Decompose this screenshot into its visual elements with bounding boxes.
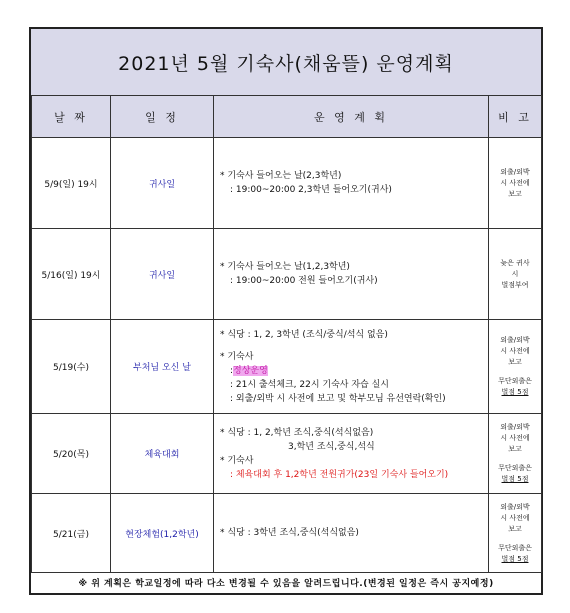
- header-row: [32, 96, 542, 138]
- plan-cell: [214, 414, 489, 494]
- note-line: 외출/외박: [500, 423, 530, 431]
- note-cell: [489, 229, 542, 320]
- note-line: 외출/외박: [500, 502, 530, 511]
- table-row: [32, 494, 542, 573]
- note-cell: [489, 414, 542, 494]
- plan-line: : 체육대회 후 1,2학년 전원귀가(23일 기숙사 들어오기): [230, 469, 449, 480]
- note-line: 벌점부여: [501, 280, 529, 289]
- plan-cell: [214, 229, 489, 320]
- note-line: 무단외출은: [498, 464, 532, 472]
- plan-line: * 식당 : 1, 2,학년 조식,중식(석식없음): [220, 427, 374, 438]
- note-line: 벌점 5점: [501, 475, 529, 483]
- highlight-normal-operation: 정상운영: [233, 365, 268, 376]
- note-line: 외출/외박: [500, 336, 530, 344]
- header-date: 날 짜: [32, 96, 111, 138]
- date-cell: 5/9(일) 19시: [32, 138, 111, 229]
- plan-line: * 기숙사: [220, 455, 254, 466]
- table-row: [32, 414, 542, 494]
- note-cell: [489, 494, 542, 573]
- note-line: 벌점 5점: [501, 388, 529, 396]
- date-cell: 5/21(금): [32, 494, 111, 573]
- note-cell: [489, 138, 542, 229]
- note-cell: [489, 320, 542, 414]
- header-note: 비 고: [489, 96, 542, 138]
- schedule-cell: 현장체험(1,2학년): [111, 494, 214, 573]
- table-row: [32, 320, 542, 414]
- note-line: 보고: [508, 445, 522, 453]
- date-cell: 5/20(목): [32, 414, 111, 494]
- plan-cell: [214, 494, 489, 573]
- schedule-cell: 부처님 오신 날: [111, 320, 214, 414]
- date-cell: 5/16(일) 19시: [32, 229, 111, 320]
- note-line: 무단외출은: [498, 543, 532, 552]
- note-line: 보고: [508, 524, 522, 533]
- plan-line: : 21시 출석체크, 22시 기숙사 자습 실시: [230, 379, 389, 390]
- note-line: 시 사전에: [500, 513, 530, 522]
- schedule-cell: 체육대회: [111, 414, 214, 494]
- note-line: 보고: [508, 189, 522, 198]
- schedule-cell: 귀사일: [111, 138, 214, 229]
- note-line: 보고: [508, 358, 522, 366]
- plan-line: : 19:00~20:00 2,3학년 들어오기(귀사): [230, 185, 392, 195]
- plan-line: * 식당 : 3학년 조식,중식(석식없음): [220, 528, 359, 538]
- note-line: 외출/외박: [500, 167, 530, 176]
- plan-table: [31, 95, 542, 573]
- plan-line: * 식당 : 1, 2, 3학년 (조식/중식/석식 없음): [220, 329, 388, 340]
- page-title: 2021년 5월 기숙사(채움뜰) 운영계획: [31, 29, 541, 96]
- plan-cell: [214, 320, 489, 414]
- colon: :: [230, 365, 234, 376]
- note-line: 시 사전에: [500, 178, 530, 187]
- note-line: 벌점 5점: [501, 554, 529, 563]
- plan-line: : 외출/외박 시 사전에 보고 및 학부모님 유선연락(확인): [230, 393, 446, 404]
- plan-line: 3,학년 조식,중식,석식: [288, 441, 375, 452]
- table-row: [32, 229, 542, 320]
- plan-line: : 19:00~20:00 전원 들어오기(귀사): [230, 276, 378, 286]
- footer-notice: ※ 위 계획은 학교일정에 따라 다소 변경될 수 있음을 알려드립니다.(변경된 일정은 즉시 공지예정): [78, 578, 494, 589]
- note-line: 시 사전에: [500, 434, 530, 442]
- schedule-cell: 귀사일: [111, 229, 214, 320]
- header-plan: 운 영 계 획: [214, 96, 489, 138]
- plan-cell: [214, 138, 489, 229]
- table-row: [32, 138, 542, 229]
- note-line: 늦은 귀사: [500, 258, 530, 267]
- plan-line: * 기숙사: [220, 351, 254, 362]
- plan-line: * 기숙사 들어오는 날(1,2,3학년): [220, 262, 350, 272]
- header-schedule: 일 정: [111, 96, 214, 138]
- plan-line: * 기숙사 들어오는 날(2,3학년): [220, 171, 342, 181]
- note-line: 시 사전에: [500, 347, 530, 355]
- note-line: 무단외출은: [498, 377, 532, 385]
- date-cell: 5/19(수): [32, 320, 111, 414]
- dormitory-plan-sheet: [29, 27, 543, 595]
- note-line: 시: [511, 269, 519, 278]
- plan-line: [220, 364, 488, 378]
